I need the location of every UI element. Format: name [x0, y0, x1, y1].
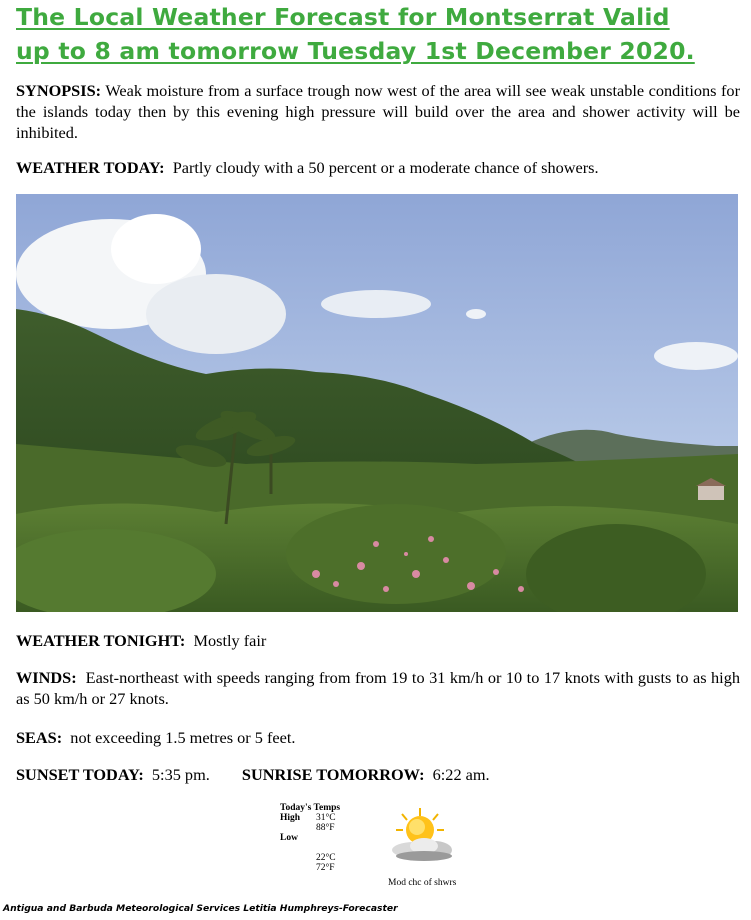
weather-today-label: WEATHER TODAY: — [16, 158, 165, 177]
high-fahrenheit: 88°F — [316, 823, 335, 833]
title-line-2: up to 8 am tomorrow Tuesday 1st December 2020. — [16, 37, 695, 65]
high-label: High — [280, 813, 301, 823]
weather-today-paragraph — [16, 157, 740, 178]
weather-today-text: Partly cloudy with a 50 percent or a moderate chance of showers. — [172, 158, 599, 177]
low-fahrenheit: 72°F — [316, 863, 335, 873]
sunrise-label: SUNRISE TOMORROW: — [241, 765, 425, 784]
weather-tonight-text: Mostly fair — [193, 631, 267, 650]
sunset-value: 5:35 pm. — [151, 765, 210, 784]
sun-times-line — [16, 764, 716, 785]
document-title — [16, 0, 746, 68]
synopsis-paragraph — [16, 80, 740, 143]
weather-tonight-paragraph — [16, 630, 740, 651]
winds-label: WINDS: — [16, 668, 77, 687]
high-celsius: 31°C — [316, 813, 336, 823]
winds-paragraph — [16, 667, 740, 709]
synopsis-text: Weak moisture from a surface trough now west of the area will see weak unstable conditions for the islands today then by this evening high pressure will build over the area and shower activity will be inhibited. — [16, 81, 740, 142]
sunset-label: SUNSET TODAY: — [16, 765, 144, 784]
landscape-photo — [16, 194, 738, 612]
seas-paragraph — [16, 727, 740, 748]
low-celsius: 22°C — [316, 853, 336, 863]
seas-label: SEAS: — [16, 728, 63, 747]
low-label: Low — [280, 833, 298, 843]
title-line-1: The Local Weather Forecast for Montserrat Valid — [16, 3, 670, 31]
synopsis-label: SYNOPSIS: — [16, 81, 102, 100]
footer-credit: Antigua and Barbuda Meteorological Services Letitia Humphreys-Forecaster — [3, 903, 398, 914]
todays-temps-table — [280, 803, 340, 873]
winds-text: East-northeast with speeds ranging from from 19 to 31 km/h or 10 to 17 knots with gusts to as high as 50 km/h or 27 knots. — [16, 668, 740, 708]
sunrise-value: 6:22 am. — [432, 765, 490, 784]
icon-caption: Mod chc of shwrs — [388, 878, 457, 888]
partly-cloudy-sun-icon — [390, 806, 460, 864]
temps-heading: Today's Temps — [280, 803, 341, 813]
weather-tonight-label: WEATHER TONIGHT: — [16, 631, 186, 650]
seas-text: not exceeding 1.5 metres or 5 feet. — [70, 728, 296, 747]
